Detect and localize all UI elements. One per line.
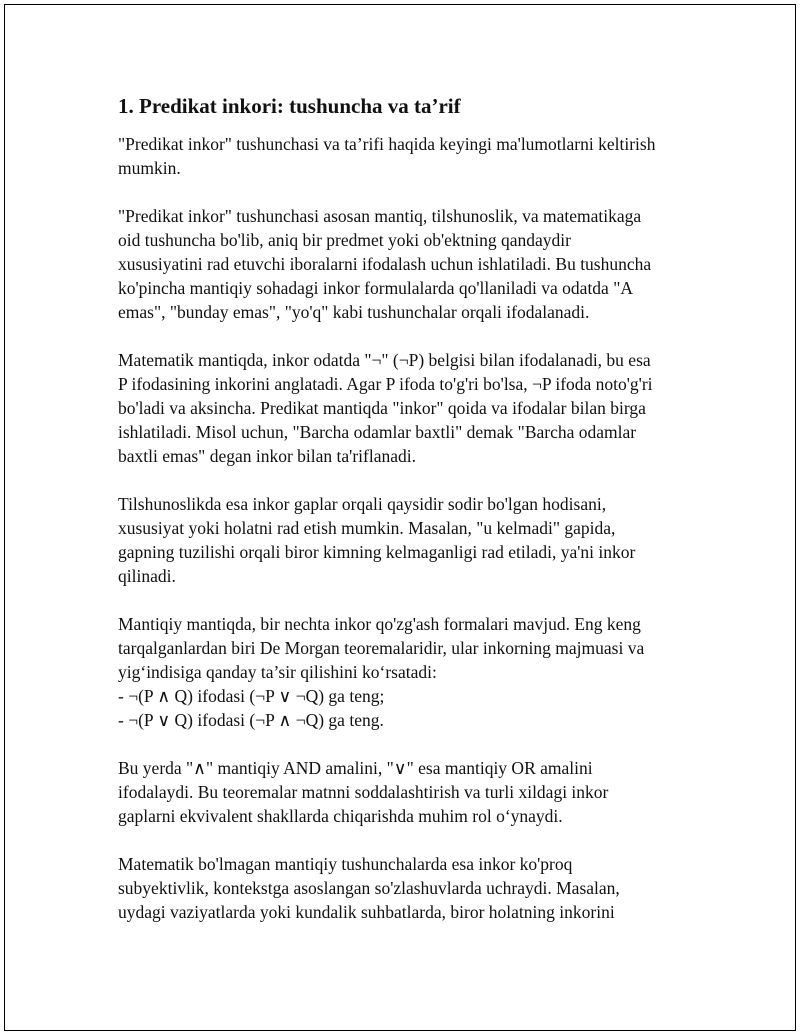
text-line: Tilshunoslikda esa inkor gaplar orqali qaysidir sodir bo'lgan hodisani, [118, 494, 607, 514]
paragraph-de-morgan [118, 612, 693, 732]
text-line: "Predikat inkor" tushunchasi asosan mantiq, tilshunoslik, va matematikaga [118, 206, 642, 226]
text-line: gapning tuzilishi orqali biror kimning kelmaganligi rad etiladi, ya'ni inkor [118, 542, 636, 562]
paragraph-linguistics [118, 492, 693, 588]
text-line: ishlatiladi. Misol uchun, "Barcha odamlar baxtli" demak "Barcha odamlar [118, 422, 637, 442]
text-line: xususiyatini rad etuvchi iboralarni ifodalash uchun ishlatiladi. Bu tushuncha [118, 254, 652, 274]
text-line: baxtli emas" degan inkor bilan ta'riflanadi. [118, 446, 416, 466]
text-line: Matematik bo'lmagan mantiqiy tushunchalarda esa inkor ko'proq [118, 854, 573, 874]
text-line: gaplarni ekvivalent shakllarda chiqarishda muhim rol o‘ynaydi. [118, 806, 563, 826]
paragraph-non-math [118, 852, 693, 924]
formula-line: - ¬(P ∧ Q) ifodasi (¬P ∨ ¬Q) ga teng; [118, 686, 385, 706]
paragraph-definition [118, 204, 693, 324]
text-line: uydagi vaziyatlarda yoki kundalik suhbatlarda, biror holatning inkorini [118, 902, 615, 922]
paragraph-math-logic [118, 348, 693, 468]
text-line: tarqalganlardan biri De Morgan teoremalaridir, ular inkorning majmuasi va [118, 638, 645, 658]
document-body [118, 92, 693, 924]
text-line: subyektivlik, kontekstga asoslangan so'zlashuvlarda uchraydi. Masalan, [118, 878, 620, 898]
text-line: Matematik mantiqda, inkor odatda "¬" (¬P) belgisi bilan ifodalanadi, bu esa [118, 350, 651, 370]
paragraph-intro [118, 132, 693, 180]
text-line: ko'pincha mantiqiy sohadagi inkor formulalarda qo'llaniladi va odatda "A [118, 278, 633, 298]
text-line: oid tushuncha bo'lib, aniq bir predmet yoki ob'ektning qandaydir [118, 230, 571, 250]
text-line: xususiyat yoki holatni rad etish mumkin. Masalan, "u kelmadi" gapida, [118, 518, 616, 538]
text-line: qilinadi. [118, 566, 176, 586]
formula-line: - ¬(P ∨ Q) ifodasi (¬P ∧ ¬Q) ga teng. [118, 710, 384, 730]
text-line: ifodalaydi. Bu teoremalar matnni soddalashtirish va turli xildagi inkor [118, 782, 609, 802]
text-line: "Predikat inkor" tushunchasi va ta’rifi haqida keyingi ma'lumotlarni keltirish [118, 134, 656, 154]
paragraph-operators [118, 756, 693, 828]
text-line: P ifodasining inkorini anglatadi. Agar P ifoda to'g'ri bo'lsa, ¬P ifoda noto'g'ri [118, 374, 653, 394]
text-line: emas", "bunday emas", "yo'q" kabi tushunchalar orqali ifodalanadi. [118, 302, 590, 322]
text-line: mumkin. [118, 158, 181, 178]
text-line: bo'ladi va aksincha. Predikat mantiqda "inkor" qoida va ifodalar bilan birga [118, 398, 646, 418]
text-line: Mantiqiy mantiqda, bir nechta inkor qo'zg'ash formalari mavjud. Eng keng [118, 614, 641, 634]
text-line: yig‘indisiga qanday ta’sir qilishini ko‘rsatadi: [118, 662, 437, 682]
section-heading: 1. Predikat inkori: tushuncha va ta’rif [118, 94, 461, 118]
text-line: Bu yerda "∧" mantiqiy AND amalini, "∨" esa mantiqiy OR amalini [118, 758, 593, 778]
